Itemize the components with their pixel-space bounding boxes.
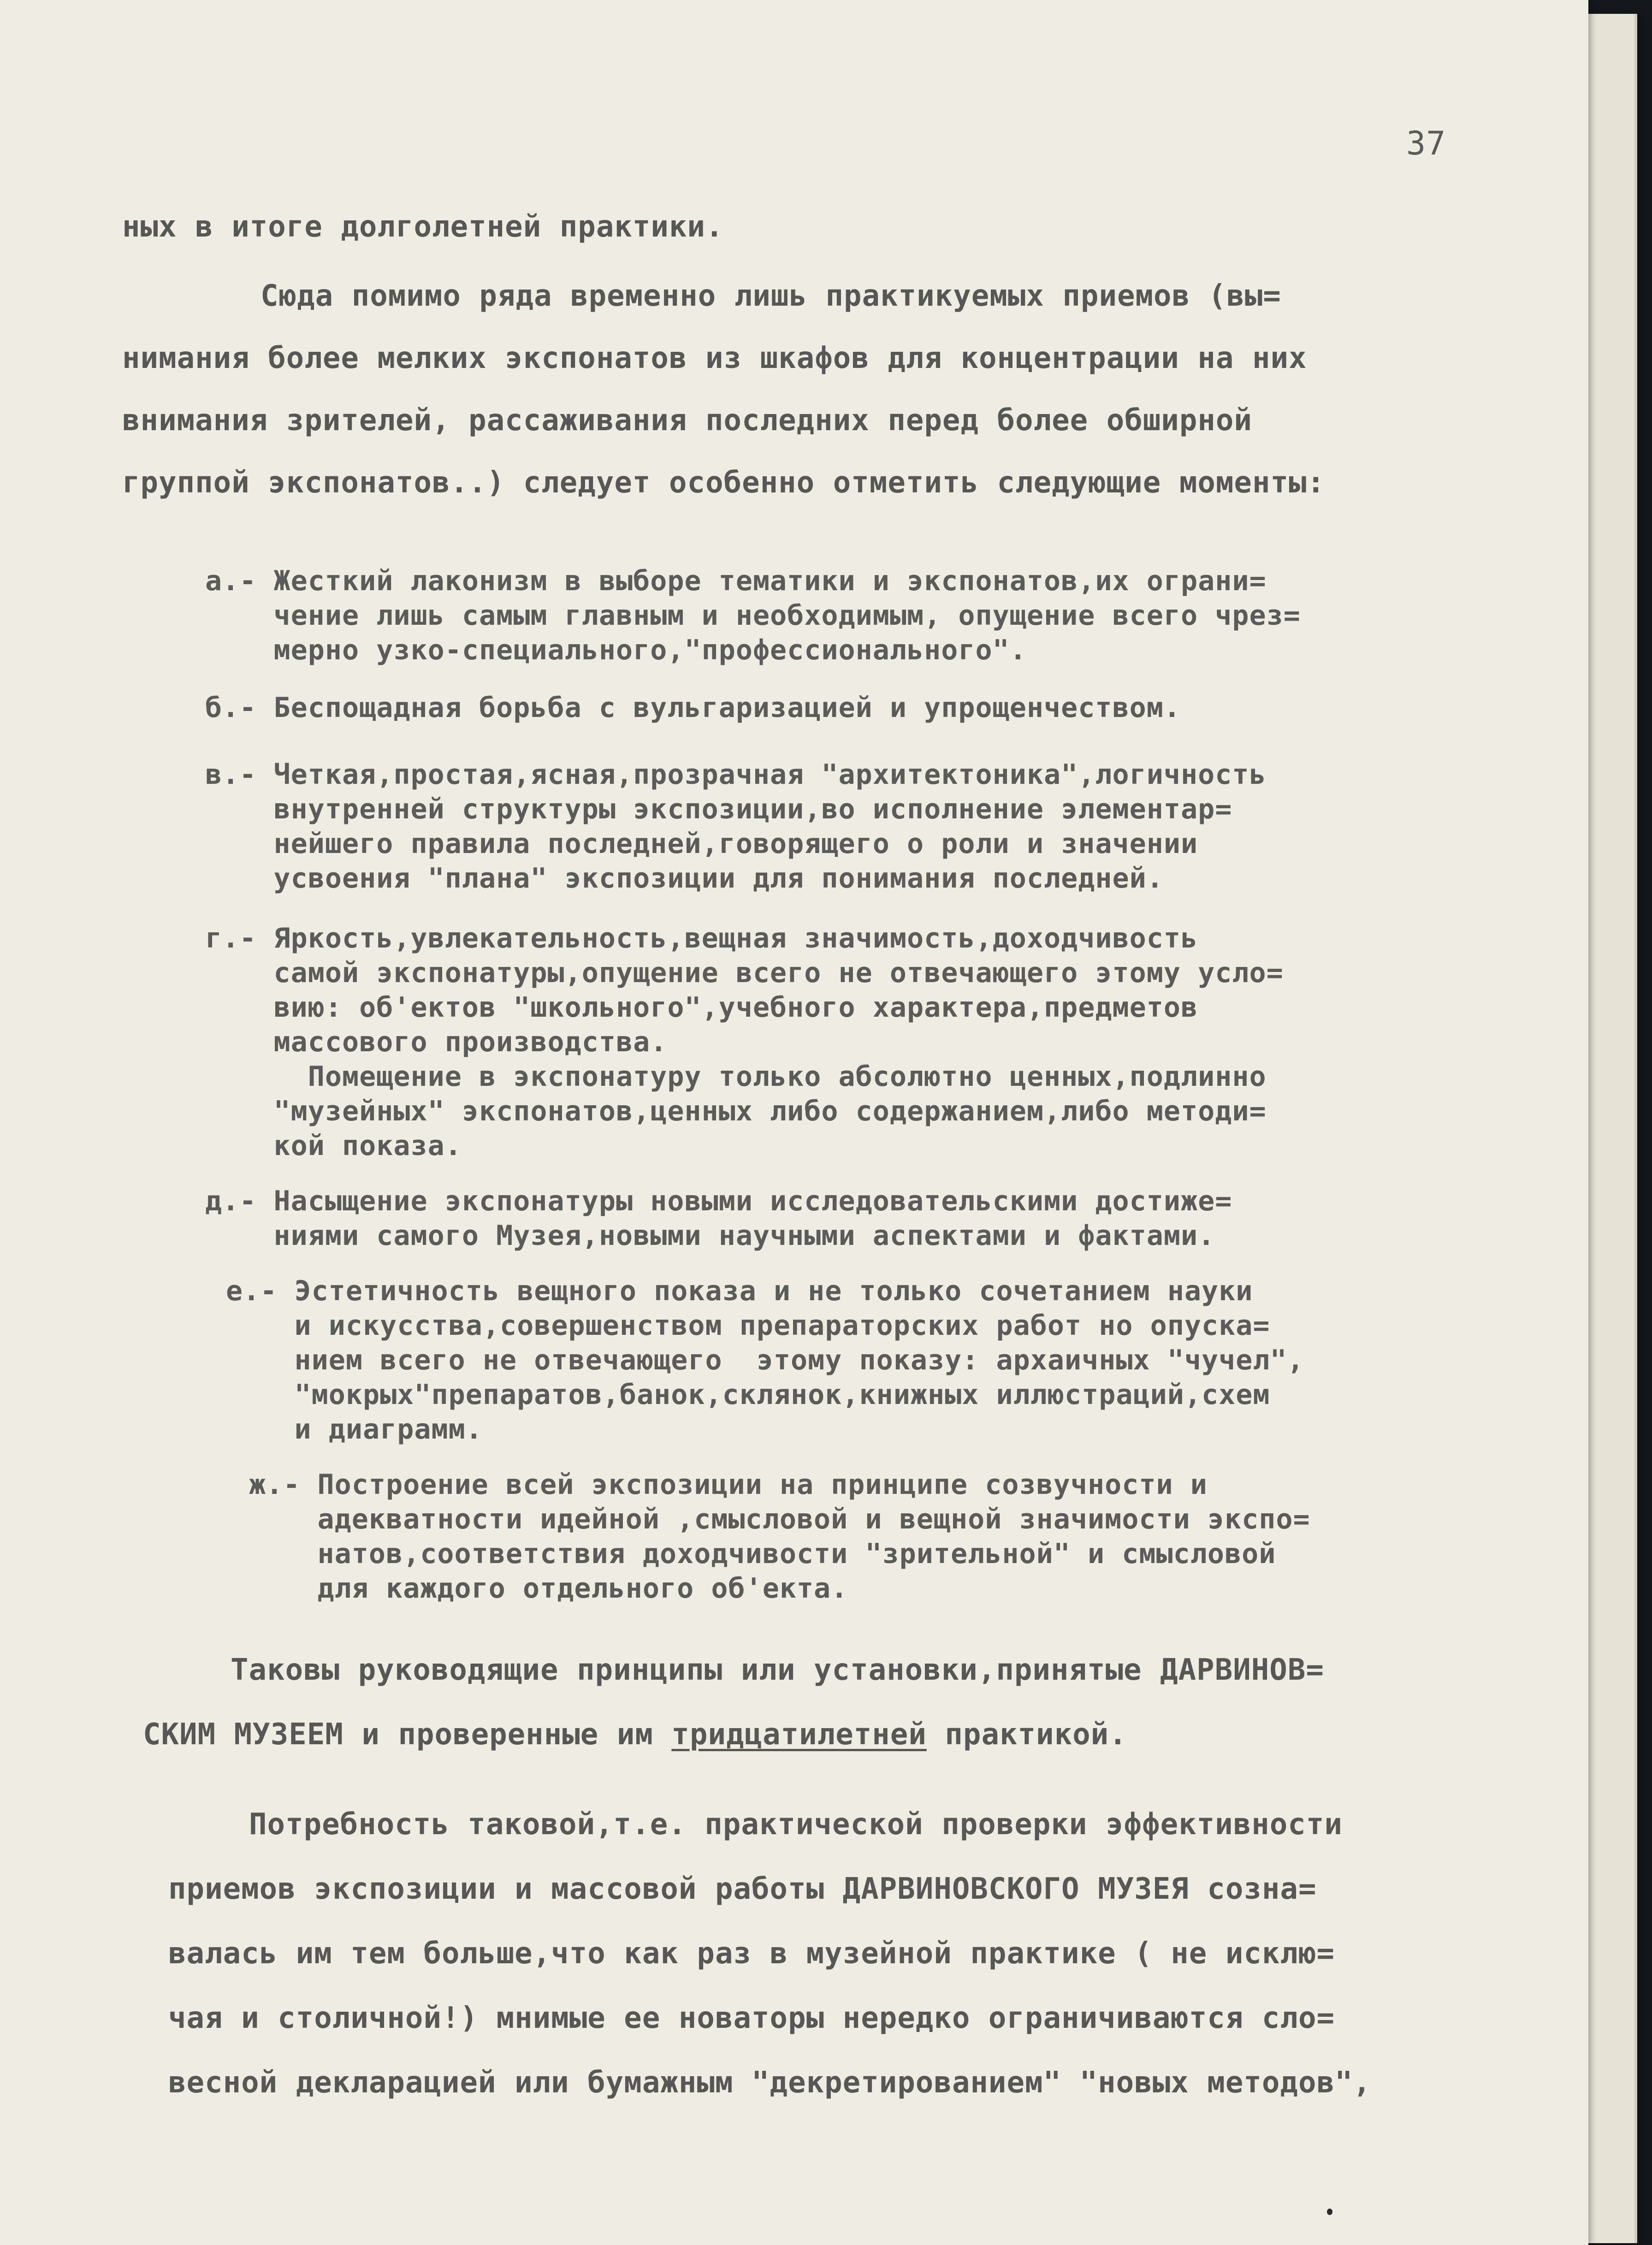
paragraph-line: валась им тем больше,что как раз в музейной практике ( не исклю= [168, 1937, 1335, 1971]
list-item-e-line: и диаграмм. [226, 1413, 483, 1445]
list-item-g-line: самой экспонатуры,опущение всего не отвечающего этому усло= [205, 957, 1284, 989]
list-item-g-line: "музейных" экспонатов,ценных либо содержанием,либо методи= [205, 1095, 1267, 1127]
paragraph-line: Сюда помимо ряда временно лишь практикуемых приемов (вы= [261, 279, 1281, 313]
list-item-a-line: чение лишь самым главным и необходимым, опущение всего чрез= [205, 599, 1301, 632]
list-item-zh-line: адекватности идейной ,смысловой и вещной значимости экспо= [249, 1503, 1310, 1535]
list-item-e-line: е.- Эстетичность вещного показа и не только сочетанием науки [226, 1275, 1253, 1307]
list-item-b-line: б.- Беспощадная борьба с вульгаризацией и упрощенчеством. [205, 692, 1181, 724]
list-item-e-line: и искусства,совершенством препараторских работ но опуска= [226, 1309, 1270, 1342]
list-item-g-line: Помещение в экспонатуру только абсолютно ценных,подлинно [205, 1060, 1267, 1093]
paragraph-line: приемов экспозиции и массовой работы ДАРВИНОВСКОГО МУЗЕЯ созна= [168, 1872, 1317, 1906]
list-item-g-line: массового производства. [205, 1026, 668, 1058]
paragraph-fragment: практикой. [926, 1718, 1127, 1752]
list-item-g-line: вию: об'ектов "школьного",учебного характера,предметов [205, 991, 1198, 1024]
list-item-a-line: мерно узко-специального,"профессионального". [205, 634, 1027, 666]
paragraph-line: весной декларацией или бумажным "декретированием" "новых методов", [168, 2066, 1372, 2100]
list-item-zh-line: натов,соответствия доходчивости "зрительной" и смысловой [249, 1538, 1276, 1570]
page-number: 37 [1406, 124, 1446, 162]
paragraph-line: Таковы руководящие принципы или установки,принятые ДАРВИНОВ= [231, 1653, 1324, 1687]
list-item-e-line: "мокрых"препаратов,банок,склянок,книжных иллюстраций,схем [226, 1379, 1270, 1411]
paragraph-line: чая и столичной!) мнимые ее новаторы нередко ограничиваются сло= [168, 2001, 1335, 2035]
paragraph-line: группой экспонатов..) следует особенно отметить следующие моменты: [122, 466, 1326, 500]
list-item-d-line: ниями самого Музея,новыми научными аспектами и фактами. [205, 1220, 1215, 1252]
list-item-d-line: д.- Насыщение экспонатуры новыми исследовательскими достиже= [205, 1185, 1232, 1217]
list-item-e-line: нием всего не отвечающего этому показу: архаичных "чучел", [226, 1344, 1304, 1376]
paragraph-fragment: СКИМ МУЗЕЕМ и проверенные им [143, 1718, 672, 1752]
list-item-v-line: в.- Четкая,простая,ясная,прозрачная "архитектоника",логичность [205, 758, 1267, 791]
list-item-v-line: усвоения "плана" экспозиции для понимания последней. [205, 862, 1164, 894]
underlined-word: тридцатилетней [671, 1718, 927, 1752]
list-item-v-line: внутренней структуры экспозиции,во исполнение элементар= [205, 793, 1232, 825]
paragraph-line [143, 1718, 1127, 1752]
paragraph-line: Потребность таковой,т.е. практической проверки эффективности [249, 1807, 1343, 1842]
paragraph-line: нимания более мелких экспонатов из шкафов для концентрации на них [122, 341, 1307, 375]
list-item-v-line: нейшего правила последней,говорящего о роли и значении [205, 828, 1198, 860]
list-item-g-line: г.- Яркость,увлекательность,вещная значимость,доходчивость [205, 922, 1198, 954]
list-item-zh-line: ж.- Построение всей экспозиции на принципе созвучности и [249, 1469, 1208, 1501]
list-item-a-line: а.- Жесткий лаконизм в выборе тематики и экспонатов,их ограни= [205, 565, 1267, 597]
list-item-zh-line: для каждого отдельного об'екта. [249, 1572, 848, 1605]
ink-speck [1327, 2209, 1332, 2215]
paragraph-line: внимания зрителей, рассаживания последних перед более обширной [122, 403, 1252, 438]
list-item-g-line: кой показа. [205, 1130, 462, 1162]
paragraph-line: ных в итоге долголетней практики. [122, 210, 724, 244]
